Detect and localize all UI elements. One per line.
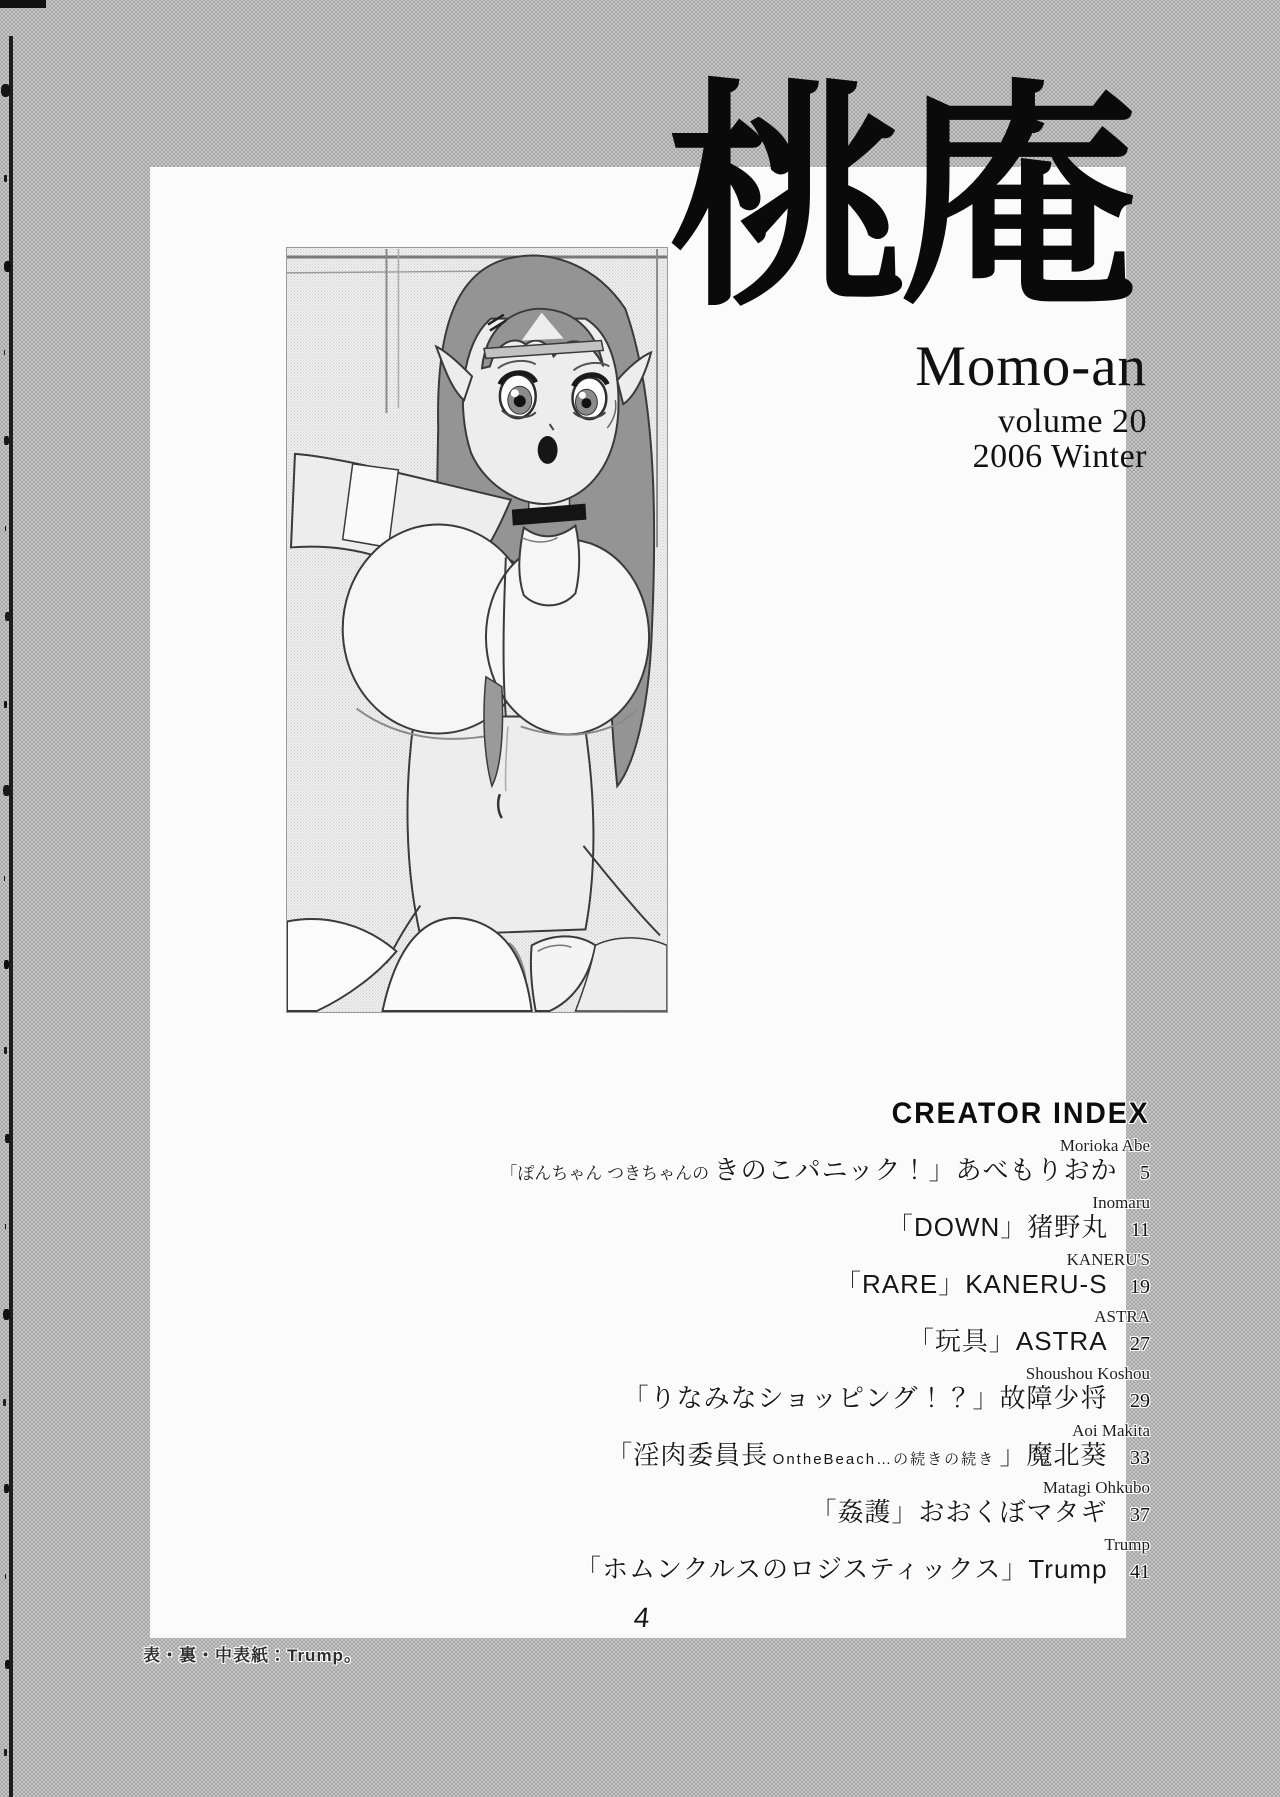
index-entry bbox=[500, 1366, 1150, 1417]
work-title-suffix: 」魔北葵 bbox=[999, 1440, 1108, 1470]
work-title: 「姦護」おおくぼマタギ bbox=[810, 1497, 1108, 1527]
edition-label: 2006 Winter bbox=[972, 437, 1147, 475]
creator-name: Trump bbox=[1104, 1535, 1150, 1554]
work-title: 「玩具」ASTRA bbox=[907, 1326, 1108, 1356]
index-entry bbox=[500, 1423, 1150, 1474]
work-page-number: 5 bbox=[1140, 1162, 1150, 1184]
index-entry bbox=[500, 1252, 1150, 1303]
scan-corner-mark bbox=[0, 0, 46, 8]
creator-name: Inomaru bbox=[1092, 1193, 1150, 1212]
work-title: 「DOWN」猪野丸 bbox=[886, 1212, 1109, 1242]
creator-name: Matagi Ohkubo bbox=[1042, 1478, 1150, 1497]
work-title: 「淫肉委員長 bbox=[606, 1440, 769, 1470]
work-page-number: 19 bbox=[1130, 1276, 1150, 1298]
work-title-line bbox=[500, 1270, 1150, 1303]
work-page-number: 27 bbox=[1130, 1333, 1150, 1355]
creator-index-heading: CREATOR INDEX bbox=[891, 1097, 1150, 1130]
creator-name: Morioka Abe bbox=[1059, 1136, 1150, 1155]
index-entry bbox=[500, 1309, 1150, 1360]
work-title-line bbox=[500, 1327, 1150, 1360]
index-entry bbox=[500, 1195, 1150, 1246]
work-title-line bbox=[500, 1555, 1150, 1588]
work-page-number: 37 bbox=[1130, 1504, 1150, 1526]
title-block bbox=[915, 335, 1147, 475]
volume-label: volume 20 bbox=[998, 403, 1147, 440]
binding-edge-line bbox=[9, 36, 13, 1797]
work-page-number: 11 bbox=[1130, 1219, 1150, 1241]
work-title: 「ホムンクルスのロジスティックス」Trump bbox=[575, 1554, 1108, 1584]
doujin-title-kanji: 桃庵 bbox=[668, 57, 1129, 339]
work-title-line bbox=[500, 1156, 1150, 1189]
creator-index bbox=[500, 1097, 1150, 1594]
work-title: 「りなみなショッピング！？」故障少将 bbox=[622, 1383, 1108, 1413]
work-title: きのこパニック！」あべもりおか bbox=[713, 1155, 1118, 1185]
index-entry bbox=[500, 1138, 1150, 1189]
work-title-line bbox=[500, 1498, 1150, 1531]
index-entry bbox=[500, 1537, 1150, 1588]
index-entry bbox=[500, 1480, 1150, 1531]
creator-index-list bbox=[500, 1138, 1150, 1588]
work-title-line bbox=[500, 1213, 1150, 1246]
creator-name: Aoi Makita bbox=[1072, 1421, 1150, 1440]
cover-illustration-frame bbox=[286, 247, 668, 1013]
creator-name: KANERU'S bbox=[1066, 1250, 1150, 1269]
work-page-number: 29 bbox=[1130, 1390, 1150, 1412]
work-title-subnote: OntheBeach…の続きの続き bbox=[772, 1451, 996, 1468]
work-title-line bbox=[500, 1441, 1150, 1474]
work-title-prefix: 「ぽんちゃん つきちゃんの bbox=[500, 1164, 710, 1183]
doujin-title-romaji: Momo-an bbox=[915, 335, 1147, 398]
creator-name: Shoushou Koshou bbox=[1025, 1364, 1150, 1383]
footer-credit: 表・裏・中表紙：Trump。 bbox=[143, 1646, 362, 1665]
work-title: 「RARE」KANERU-S bbox=[834, 1269, 1108, 1299]
page-number: 4 bbox=[632, 1602, 652, 1633]
girl-illustration bbox=[287, 248, 667, 1012]
work-page-number: 41 bbox=[1130, 1561, 1150, 1583]
creator-name: ASTRA bbox=[1094, 1307, 1150, 1326]
binding-stitch-marks bbox=[1, 84, 10, 97]
work-title-line bbox=[500, 1384, 1150, 1417]
work-page-number: 33 bbox=[1130, 1447, 1150, 1469]
